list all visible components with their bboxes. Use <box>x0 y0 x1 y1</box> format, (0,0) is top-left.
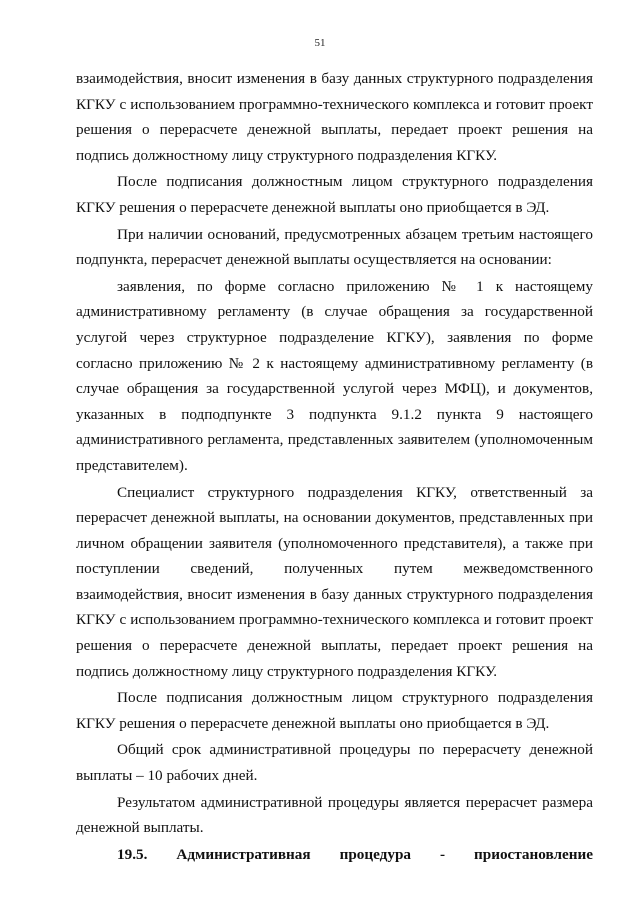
paragraph-8: Результатом административной процедуры является перерасчет размера денежной выплаты. <box>76 793 593 837</box>
paragraph-3: При наличии оснований, предусмотренных абзацем третьим настоящего подпункта, перерасчет денежной выплаты осуществляется на основании: <box>76 225 593 269</box>
paragraph-6: После подписания должностным лицом структурного подразделения КГКУ решения о перерасчете денежной выплаты оно приобщается в ЭД. <box>76 689 593 732</box>
section-heading: 19.5. Административная процедура - приостановление <box>117 845 593 863</box>
page-number: 51 <box>314 37 326 49</box>
paragraph-5: Специалист структурного подразделения КГКУ, ответственный за перерасчет денежной выплаты, на основании документов, представленных при личном обращении заявителя (уполномоченного представителя), а также при поступлении сведений, полученных путем межведомственного взаимодействия, вносит изменения в базу данных структурного подразделения КГКУ с использованием программно-технического комплекса и готовит проект решения о перерасчете денежной выплаты, передает проект решения на подпись должностному лицу структурного подразделения КГКУ. <box>76 483 593 680</box>
paragraph-7: Общий срок административной процедуры по перерасчету денежной выплаты – 10 рабочих дней. <box>76 741 593 785</box>
paragraph-2: После подписания должностным лицом структурного подразделения КГКУ решения о перерасчете денежной выплаты оно приобщается в ЭД. <box>76 173 593 216</box>
paragraph-1: взаимодействия, вносит изменения в базу данных структурного подразделения КГКУ с использованием программно-технического комплекса и готовит проект решения о перерасчете денежной выплаты, передает проект решения на подпись должностному лицу структурного подразделения КГКУ. <box>76 70 593 164</box>
document-body <box>76 66 593 867</box>
paragraph-4: заявления, по форме согласно приложению № 1 к настоящему административному регламенту (в случае обращения за государственной услугой через структурное подразделение КГКУ), заявления по форме согласно приложению № 2 к настоящему административному регламенту (в случае обращения за государственной услугой через МФЦ), и документов, указанных в подподпункте 3 подпункта 9.1.2 пункта 9 настоящего административного регламента, представленных заявителем (уполномоченным представителем). <box>76 277 593 474</box>
